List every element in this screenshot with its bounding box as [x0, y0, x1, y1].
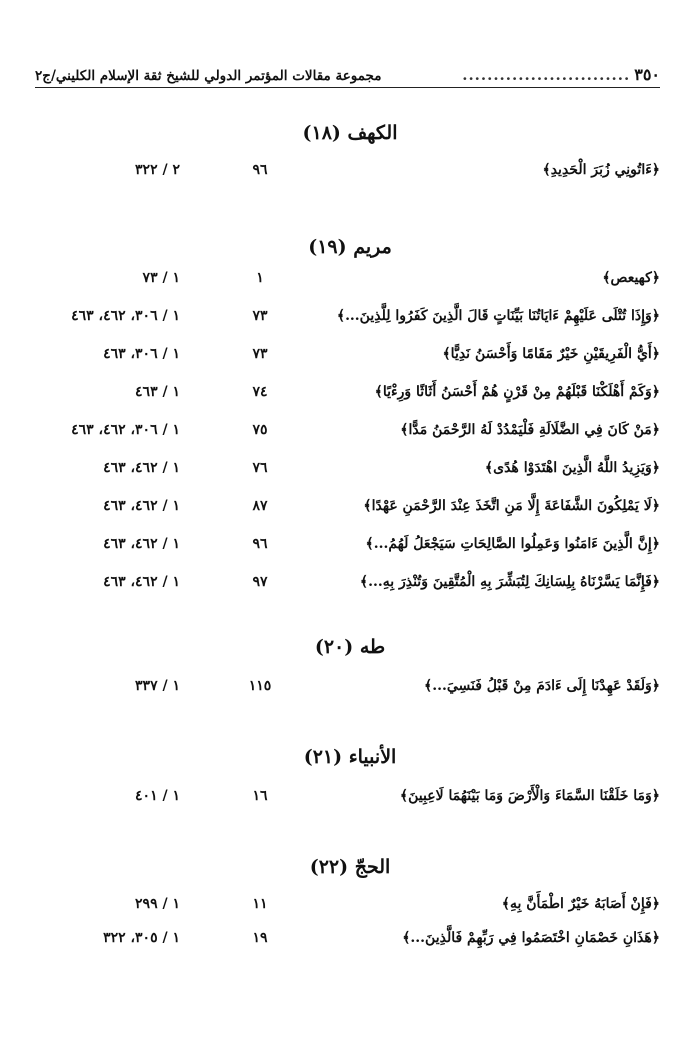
verse-row — [40, 930, 660, 958]
verse-number: ٨٧ — [252, 498, 268, 514]
verse-row — [40, 574, 660, 602]
volume-page-ref: ١ / ٣٠٦، ٤٦٢، ٤٦٣ — [71, 308, 180, 324]
volume-page-ref: ١ / ٤٠١ — [135, 788, 180, 804]
verse-number: ١ — [256, 270, 264, 286]
verse-row — [40, 460, 660, 488]
volume-page-ref: ١ / ٤٦٢، ٤٦٣ — [103, 574, 180, 590]
book-title: مجموعة مقالات المؤتمر الدولي للشيخ ثقة الإسلام الكليني/ج٢ — [35, 68, 382, 84]
volume-page-ref: ١ / ٤٦٢، ٤٦٣ — [103, 536, 180, 552]
verse-text: ﴿كهيعص﴾ — [602, 270, 660, 286]
verse-number: ١١ — [252, 896, 268, 912]
verse-text: ﴿وَيَزِيدُ اللَّهُ الَّذِينَ اهْتَدَوْا هُدًى﴾ — [484, 460, 660, 476]
verse-number: ١٦ — [252, 788, 268, 804]
verse-text: ﴿مَنْ كَانَ فِي الضَّلَالَةِ فَلْيَمْدُدْ لَهُ الرَّحْمَنُ مَدًّا﴾ — [400, 422, 660, 438]
verse-number: ٩٧ — [252, 574, 268, 590]
verse-text: ﴿وَلَقَدْ عَهِدْنَا إِلَى ءَادَمَ مِنْ قَبْلُ فَنَسِيَ...﴾ — [424, 678, 660, 694]
verse-row — [40, 384, 660, 412]
surah-title-kahf: الكهف (١٨) — [302, 122, 398, 144]
verse-number: ١٩ — [252, 930, 268, 946]
verse-text: ﴿ءَاتُونِي زُبَرَ الْحَدِيدِ﴾ — [542, 162, 660, 178]
surah-title-maryam: مريم (١٩) — [308, 236, 392, 258]
verse-number: ٩٦ — [252, 536, 268, 552]
verse-row — [40, 536, 660, 564]
verse-text: ﴿وَإِذَا تُتْلَى عَلَيْهِمْ ءَايَاتُنَا بَيِّنَاتٍ قَالَ الَّذِينَ كَفَرُوا لِلَّذِينَ...﴾ — [336, 308, 660, 324]
verse-number: ٩٦ — [252, 162, 268, 178]
verse-row — [40, 498, 660, 526]
surah-title-hajj: الحجّ (٢٢) — [309, 856, 391, 878]
volume-page-ref: ١ / ٤٦٢، ٤٦٣ — [103, 460, 180, 476]
verse-number: ٧٣ — [252, 308, 268, 324]
verse-row — [40, 346, 660, 374]
surah-title-anbiya: الأنبياء (٢١) — [303, 746, 397, 768]
verse-number: ١١٥ — [248, 678, 272, 694]
verse-row — [40, 308, 660, 336]
verse-row — [40, 270, 660, 298]
volume-page-ref: ١ / ٢٩٩ — [135, 896, 180, 912]
verse-text: ﴿إِنَّ الَّذِينَ ءَامَنُوا وَعَمِلُوا الصَّالِحَاتِ سَيَجْعَلُ لَهُمُ...﴾ — [365, 536, 660, 552]
surah-title-taha: طه (٢٠) — [314, 636, 386, 658]
volume-page-ref: ١ / ٣٣٧ — [135, 678, 180, 694]
verse-row — [40, 788, 660, 816]
volume-page-ref: ١ / ٧٣ — [142, 270, 180, 286]
volume-page-ref: ١ / ٤٦٣ — [135, 384, 180, 400]
verse-row — [40, 162, 660, 190]
page-number: ٣٥٠ — [634, 65, 660, 84]
volume-page-ref: ١ / ٤٦٢، ٤٦٣ — [103, 498, 180, 514]
verse-text: ﴿فَإِنْ أَصَابَهُ خَيْرٌ اطْمَأَنَّ بِهِ﴾ — [501, 896, 660, 912]
volume-page-ref: ٢ / ٣٢٢ — [135, 162, 180, 178]
verse-number: ٧٥ — [252, 422, 268, 438]
header-leader-dots: ........................... — [462, 66, 631, 84]
verse-text: ﴿وَمَا خَلَقْنَا السَّمَاءَ وَالْأَرْضَ وَمَا بَيْنَهُمَا لَاعِبِينَ﴾ — [399, 788, 660, 804]
verse-text: ﴿هَذَانِ خَصْمَانِ اخْتَصَمُوا فِي رَبِّهِمْ فَالَّذِينَ...﴾ — [402, 930, 660, 946]
verse-row — [40, 896, 660, 924]
verse-text: ﴿لَا يَمْلِكُونَ الشَّفَاعَةَ إِلَّا مَنِ اتَّخَذَ عِنْدَ الرَّحْمَنِ عَهْدًا﴾ — [363, 498, 660, 514]
verse-number: ٧٤ — [252, 384, 268, 400]
verse-number: ٧٦ — [252, 460, 268, 476]
volume-page-ref: ١ / ٣٠٥، ٣٢٢ — [103, 930, 180, 946]
verse-row — [40, 422, 660, 450]
verse-text: ﴿فَإِنَّمَا يَسَّرْنَاهُ بِلِسَانِكَ لِتُبَشِّرَ بِهِ الْمُتَّقِينَ وَتُنْذِرَ بِهِ...﴾ — [359, 574, 660, 590]
verse-row — [40, 678, 660, 706]
verse-text: ﴿أَيُّ الْفَرِيقَيْنِ خَيْرٌ مَقَامًا وَأَحْسَنُ نَدِيًّا﴾ — [442, 346, 660, 362]
volume-page-ref: ١ / ٣٠٦، ٤٦٣ — [103, 346, 180, 362]
running-header — [35, 58, 660, 88]
verse-number: ٧٣ — [252, 346, 268, 362]
volume-page-ref: ١ / ٣٠٦، ٤٦٢، ٤٦٣ — [71, 422, 180, 438]
verse-text: ﴿وَكَمْ أَهْلَكْنَا قَبْلَهُمْ مِنْ قَرْنٍ هُمْ أَحْسَنُ أَثَاثًا وَرِءْيًا﴾ — [374, 384, 660, 400]
